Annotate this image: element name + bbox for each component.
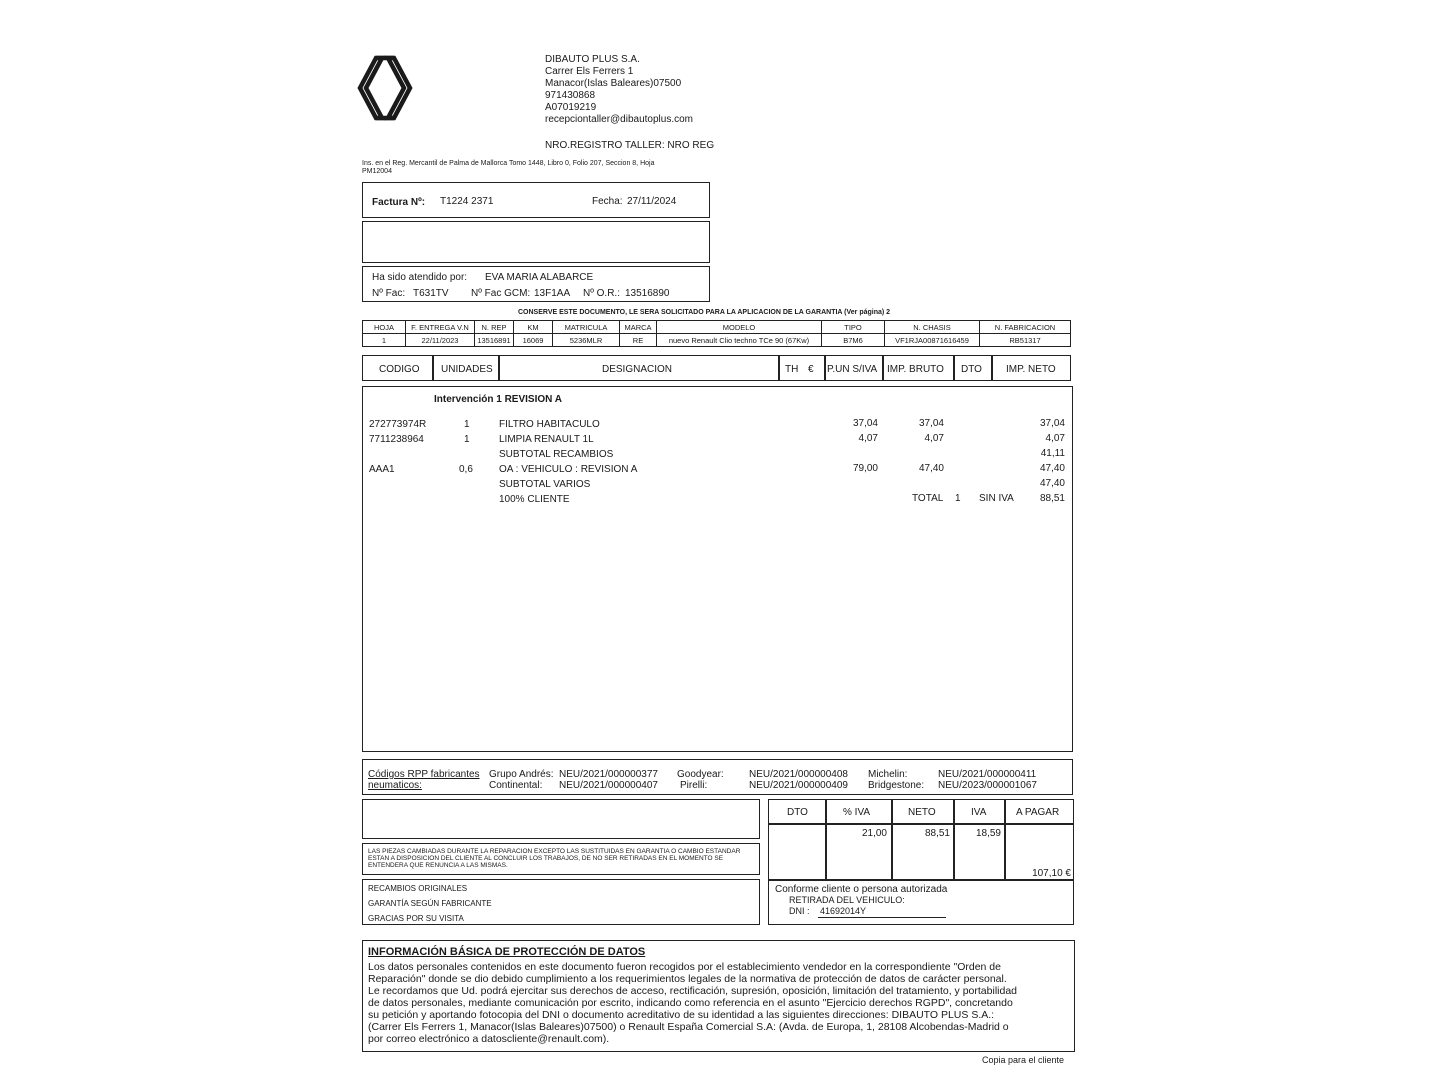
intervention-title: Intervención 1 REVISION A — [434, 394, 562, 405]
vehicle-header: HOJA — [363, 321, 406, 334]
vehicle-value: 16069 — [514, 334, 553, 347]
item-designacion: FILTRO HABITACULO — [499, 419, 600, 430]
conforme-line-2: RETIRADA DEL VEHICULO: — [789, 895, 905, 905]
vehicle-header: F. ENTREGA V.N — [406, 321, 475, 334]
pirelli-label: Pirelli: — [680, 780, 708, 791]
vehicle-header: MATRICULA — [553, 321, 620, 334]
item-bruto: 47,40 — [918, 463, 944, 474]
fecha-label: Fecha: — [592, 196, 623, 207]
vehicle-header: N. CHASIS — [885, 321, 980, 334]
final-designacion: 100% CLIENTE — [499, 494, 570, 505]
col-unidades: UNIDADES — [441, 364, 493, 375]
total-neto: 88,51 — [1039, 493, 1065, 504]
company-city: Manacor(Islas Baleares)07500 — [545, 78, 682, 89]
item-pun: 79,00 — [852, 463, 878, 474]
bridge-value: NEU/2023/000001067 — [938, 780, 1037, 791]
grupo-value: NEU/2021/000000377 — [559, 769, 658, 780]
note-line: RECAMBIOS ORIGINALES — [368, 884, 468, 893]
vehicle-table — [362, 320, 1071, 347]
fecha-value: 27/11/2024 — [627, 196, 677, 207]
empty-box — [362, 221, 710, 263]
totals-header-neto: NETO — [908, 807, 936, 818]
good-label: Goodyear: — [677, 769, 724, 780]
vehicle-value: 22/11/2023 — [406, 334, 475, 347]
item-bruto: 37,04 — [918, 418, 944, 429]
piezas-notice: LAS PIEZAS CAMBIADAS DURANTE LA REPARACION EXCEPTO LAS SUSTITUIDAS EN GARANTIA O CAMBIO ESTANDAR ESTAN A DISPOSICION DEL CLIENTE AL CONCLUIR LOS TRABAJOS, DE NO SER RETIRADAS EN EL MOMENTO SE ENTENDERA QUE RENUNCIA A LAS MISMAS. — [368, 848, 741, 869]
item-designacion: SUBTOTAL RECAMBIOS — [499, 449, 614, 460]
company-cif: A07019219 — [545, 102, 597, 113]
grupo-label: Grupo Andrés: — [489, 769, 554, 780]
note-line: GARANTÍA SEGÚN FABRICANTE — [368, 899, 492, 908]
or-value: 13516890 — [625, 288, 670, 299]
total-label: TOTAL — [912, 493, 944, 504]
totals-iva: 18,59 — [975, 828, 1001, 839]
vehicle-value: nuevo Renault Clio techno TCe 90 (67Kw) — [657, 334, 822, 347]
totals-header-pagar: A PAGAR — [1016, 807, 1060, 818]
privacy-line: su petición y aportando fotocopia del DNI o documento acreditativo de su identidad a las siguientes direcciones: DIBAUTO PLUS S.A.: — [368, 1009, 995, 1021]
atendido-label: Ha sido atendido por: — [372, 272, 468, 283]
vehicle-header: MARCA — [620, 321, 657, 334]
copy-label: Copia para el cliente — [982, 1055, 1065, 1065]
totals-header-iva: IVA — [971, 807, 987, 818]
mich-value: NEU/2021/000000411 — [938, 769, 1037, 780]
item-neto: 47,40 — [1039, 478, 1065, 489]
item-neto: 41,11 — [1040, 448, 1065, 459]
privacy-line: Los datos personales contenidos en este documento fueron recogidos por el establecimiento vendedor en la correspondiente "Orden de — [368, 961, 1001, 973]
factura-value: T1224 2371 — [440, 196, 494, 207]
renault-logo — [356, 54, 414, 122]
item-neto: 37,04 — [1039, 418, 1065, 429]
col-neto: IMP. NETO — [1006, 364, 1056, 375]
vehicle-header: MODELO — [657, 321, 822, 334]
dni-label: DNI : — [789, 906, 810, 916]
vehicle-header: N. REP — [475, 321, 514, 334]
item-codigo: 7711238964 — [369, 434, 424, 445]
mich-label: Michelin: — [868, 769, 908, 780]
vehicle-value: 5236MLR — [553, 334, 620, 347]
vehicle-value: RE — [620, 334, 657, 347]
nfac-value: T631TV — [413, 288, 449, 299]
vehicle-value: 1 — [363, 334, 406, 347]
conti-label: Continental: — [489, 780, 543, 791]
note-line: GRACIAS POR SU VISITA — [368, 914, 464, 923]
privacy-title: INFORMACIÓN BÁSICA DE PROTECCIÓN DE DATOS — [368, 946, 646, 958]
col-bruto: IMP. BRUTO — [887, 364, 944, 375]
item-pun: 4,07 — [858, 433, 878, 444]
item-neto: 47,40 — [1039, 463, 1065, 474]
totals-iva-pct: 21,00 — [861, 828, 887, 839]
privacy-line: de datos personales, mediante comunicación por escrito, indicando como referencia en el asunto "Ejercicio derechos RGPD", concretando — [368, 997, 1013, 1009]
vehicle-value: 13516891 — [475, 334, 514, 347]
conforme-line-1: Conforme cliente o persona autorizada — [775, 884, 948, 895]
item-unidades: 0,6 — [459, 464, 473, 475]
totals-neto: 88,51 — [924, 828, 950, 839]
total-num: 1 — [955, 493, 961, 504]
privacy-line: (Carrer Els Ferrers 1, Manacor(Islas Baleares)07500) o Renault España Comercial S.A: (Avda. de Europa, 1, 28108 Alcobendas-Madrid o — [368, 1021, 1009, 1033]
col-euro: € — [808, 364, 814, 375]
pirelli-value: NEU/2021/000000409 — [749, 780, 848, 791]
rpp-label-1: Códigos RPP fabricantes — [368, 769, 480, 780]
col-designacion: DESIGNACION — [602, 364, 673, 375]
vehicle-value: RB51317 — [980, 334, 1071, 347]
col-codigo: CODIGO — [379, 364, 420, 375]
item-unidades: 1 — [464, 419, 470, 430]
gcm-label: Nº Fac GCM: — [471, 288, 531, 299]
siniva-label: SIN IVA — [979, 493, 1014, 504]
totals-pagar: 107,10 € — [1032, 868, 1071, 879]
privacy-line: por correo electrónico a datoscliente@renault.com). — [368, 1033, 610, 1045]
or-label: Nº O.R.: — [583, 288, 620, 299]
gcm-value: 13F1AA — [534, 288, 571, 299]
privacy-line: Le recordamos que Ud. podrá ejercitar sus derechos de acceso, rectificación, supresión, oposición, limitación del tratamiento, y portabilidad — [368, 985, 1018, 997]
col-pun: P.UN S/IVA — [827, 364, 878, 375]
item-designacion: SUBTOTAL VARIOS — [499, 479, 591, 490]
col-dto: DTO — [961, 364, 982, 375]
item-pun: 37,04 — [852, 418, 878, 429]
mercantil-line-2: PM12004 — [362, 168, 392, 175]
conti-value: NEU/2021/000000407 — [559, 780, 658, 791]
warranty-warning: CONSERVE ESTE DOCUMENTO, LE SERA SOLICITADO PARA LA APLICACION DE LA GARANTIA (Ver página) 2 — [518, 309, 891, 316]
mercantil-line-1: Ins. en el Reg. Mercantil de Palma de Mallorca Tomo 1448, Libro 0, Folio 207, Seccion 8, Hoja — [362, 160, 655, 167]
company-name: DIBAUTO PLUS S.A. — [545, 54, 640, 65]
vehicle-header: KM — [514, 321, 553, 334]
col-th: TH — [785, 364, 799, 375]
factura-label: Factura Nº: — [372, 197, 426, 208]
vehicle-value: B7M6 — [822, 334, 885, 347]
vehicle-header: TIPO — [822, 321, 885, 334]
item-unidades: 1 — [464, 434, 470, 445]
item-bruto: 4,07 — [924, 433, 944, 444]
item-codigo: AAA1 — [369, 464, 395, 475]
blank-box — [362, 799, 760, 839]
vehicle-value: VF1RJA00871616459 — [885, 334, 980, 347]
rpp-label-2: neumaticos: — [368, 780, 422, 791]
company-registry: NRO.REGISTRO TALLER: NRO REG — [545, 140, 715, 151]
company-address: Carrer Els Ferrers 1 — [545, 66, 634, 77]
atendido-value: EVA MARIA ALABARCE — [485, 272, 594, 283]
company-email: recepciontaller@dibautoplus.com — [545, 114, 694, 125]
item-designacion: OA : VEHICULO : REVISION A — [499, 464, 638, 475]
bridge-label: Bridgestone: — [868, 780, 925, 791]
item-neto: 4,07 — [1045, 433, 1065, 444]
vehicle-header: N. FABRICACION — [980, 321, 1071, 334]
dni-value: 41692014Y — [820, 906, 867, 916]
good-value: NEU/2021/000000408 — [749, 769, 848, 780]
privacy-line: Reparación" donde se dio debido cumplimiento a los requerimientos legales de la normativa de protección de datos de carácter personal. — [368, 973, 1007, 985]
item-designacion: LIMPIA RENAULT 1L — [499, 434, 594, 445]
company-phone: 971430868 — [545, 90, 596, 101]
nfac-label: Nº Fac: — [372, 288, 406, 299]
totals-header-iva-pct: % IVA — [843, 807, 871, 818]
totals-header-dto: DTO — [787, 807, 808, 818]
item-codigo: 272773974R — [369, 419, 427, 430]
